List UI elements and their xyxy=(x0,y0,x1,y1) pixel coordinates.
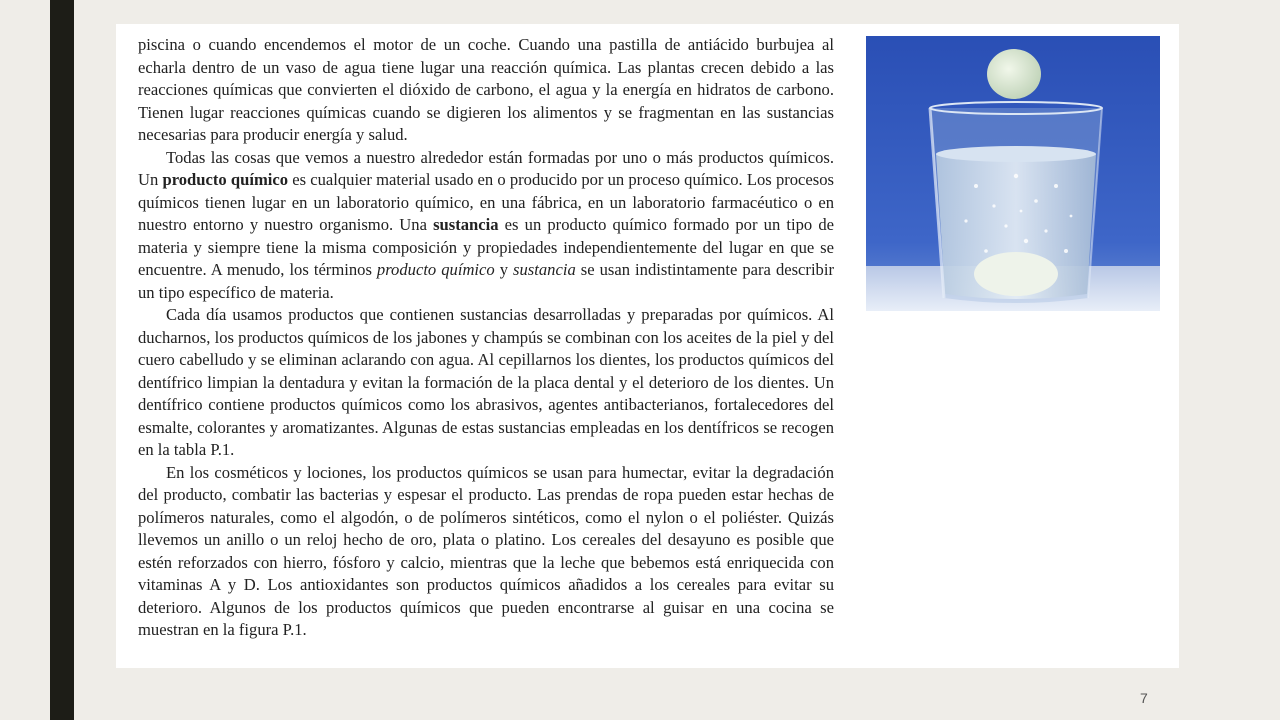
italic-term: producto químico xyxy=(376,260,495,279)
slide-number: 7 xyxy=(1140,690,1148,706)
body-text xyxy=(138,34,834,642)
scanned-page xyxy=(116,24,1179,668)
paragraph xyxy=(138,304,834,462)
text-run: es cualquier material usado en o producido por un proceso químico. Los procesos químicos tienen lugar en un laboratorio químico, en una fábrica, en un laboratorio farmacéutico o en nuestro entorno y nuestro organismo. Una xyxy=(138,170,834,234)
text-run: piscina o cuando encendemos el motor de un coche. Cuando una pastilla de antiácido burbujea al echarla dentro de un vaso de agua tiene lugar una reacción química. Las plantas crecen debido a las reacciones químicas que convierten el dióxido de carbono, el agua y la energía en hidratos de carbono. Tienen lugar reacciones químicas cuando se digieren los alimentos y se fragmentan en las sustancias necesarias para producir energía y salud. xyxy=(138,35,834,144)
text-run: es un producto químico formado por un tipo de materia y siempre tiene la misma composición y propiedades independientemente del lugar en que se encuentre. A menudo, los términos xyxy=(138,215,834,279)
italic-term: sustancia xyxy=(513,260,576,279)
text-run: Cada día usamos productos que contienen sustancias desarrolladas y preparadas por químicos. Al ducharnos, los productos químicos de los jabones y champús se combinan con los aceites de la piel y del cuero cabelludo y se eliminan aclarando con agua. Al cepillarnos los dientes, los productos químicos del dentífrico limpian la dentadura y evitan la formación de la placa dental y el deterioro de los dientes. Un dentífrico contiene productos químicos como los abrasivos, agentes antibacterianos, fortalecedores del esmalte, colorantes y aromatizantes. Algunas de estas sustancias empleadas en los dentífricos se recogen en la tabla P.1. xyxy=(138,305,834,459)
text-run: Todas las cosas que vemos a nuestro alrededor están formadas por uno o más productos químicos. Un xyxy=(138,147,834,189)
paragraph xyxy=(138,34,834,147)
text-run: En los cosméticos y lociones, los productos químicos se usan para humectar, evitar la degradación del producto, combatir las bacterias y espesar el producto. Las prendas de ropa pueden estar hechas de polímeros naturales, como el algodón, o de polímeros sintéticos, como el nylon o el poliéster. Quizás llevemos un anillo o un reloj hecho de oro, plata o platino. Los cereales del desayuno es posible que estén reforzados con hierro, fósforo y calcio, mientras que la leche que bebemos está enriquecida con vitaminas A y D. Los antioxidantes son productos químicos añadidos a los cereales para evitar su deterioro. Algunos de los productos químicos que pueden encontrarse al guisar en una cocina se muestran en la figura P.1. xyxy=(138,462,834,639)
text-run: se usan indistintamente para describir un tipo específico de materia. xyxy=(138,260,834,302)
bold-term: producto químico xyxy=(162,170,289,189)
bold-term: sustancia xyxy=(433,215,499,234)
text-run: y xyxy=(494,260,514,279)
antacid-tablet-photo xyxy=(866,36,1160,311)
paragraph xyxy=(138,462,834,642)
paragraph xyxy=(138,147,834,305)
left-accent-bar xyxy=(50,0,74,720)
